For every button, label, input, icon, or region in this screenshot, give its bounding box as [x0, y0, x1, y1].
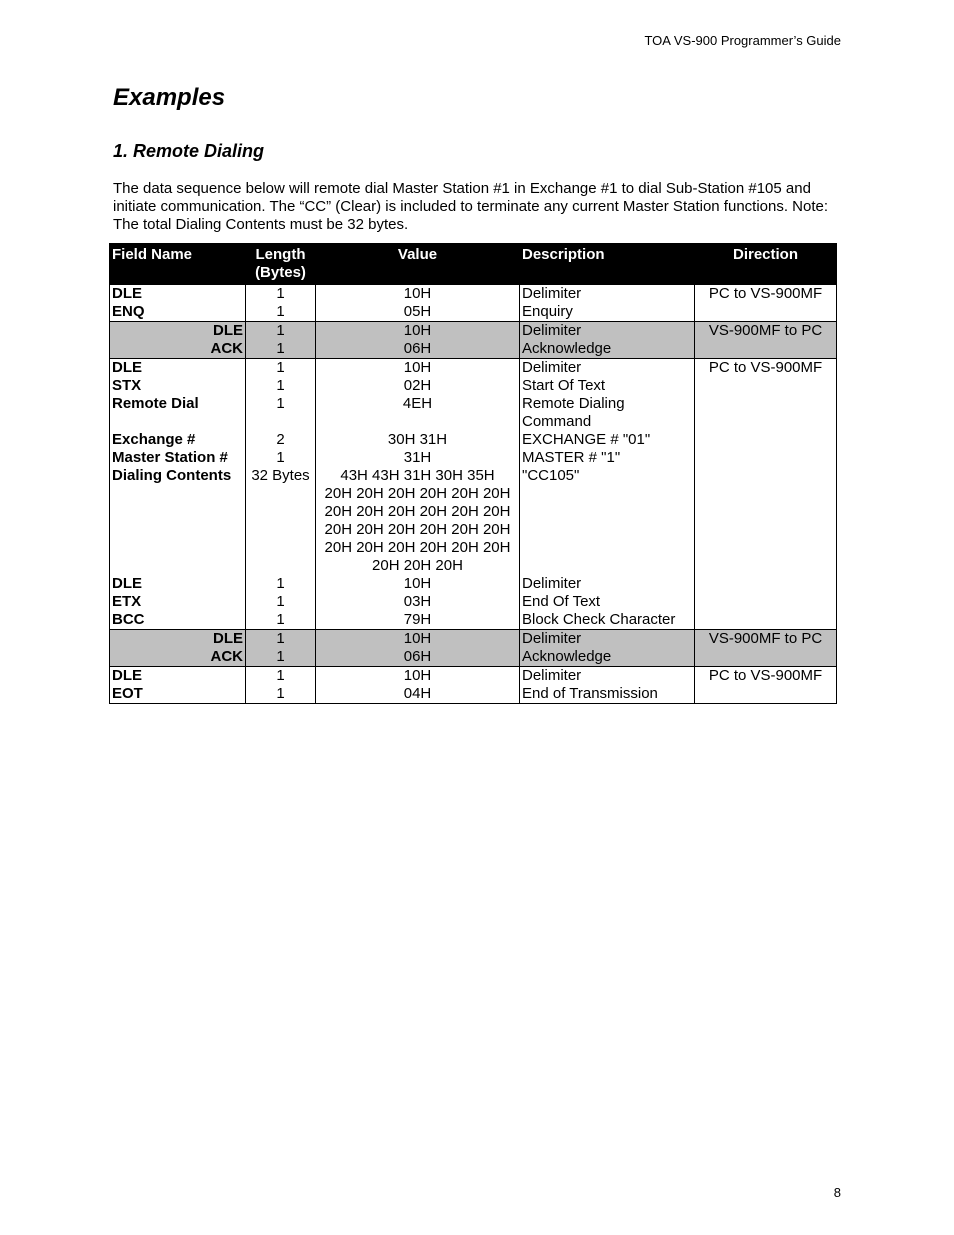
field-name-cell: STX: [110, 377, 246, 395]
table-row: [110, 359, 837, 378]
length-cell: 1: [246, 667, 316, 686]
page-number: 8: [833, 1185, 841, 1200]
description-cell: "CC105": [520, 467, 695, 575]
length-cell: 1: [246, 377, 316, 395]
length-cell: 1: [246, 611, 316, 630]
length-cell: 1: [246, 648, 316, 667]
length-cell: 1: [246, 630, 316, 649]
value-cell: 06H: [316, 648, 520, 667]
field-name-cell: ACK: [110, 340, 246, 359]
description-cell: Acknowledge: [520, 340, 695, 359]
column-header: Field Name: [110, 244, 246, 285]
column-header: Length (Bytes): [246, 244, 316, 285]
description-cell: Start Of Text: [520, 377, 695, 395]
running-header: TOA VS-900 Programmer’s Guide: [644, 33, 841, 48]
description-cell: Delimiter: [520, 359, 695, 378]
protocol-table: [109, 243, 837, 704]
length-cell: 1: [246, 685, 316, 704]
table-header-row: [110, 244, 837, 285]
length-cell: 1: [246, 593, 316, 611]
field-name-cell: ENQ: [110, 303, 246, 322]
value-cell: 10H: [316, 667, 520, 686]
direction-cell: VS-900MF to PC: [695, 322, 837, 359]
description-cell: Delimiter: [520, 630, 695, 649]
length-cell: 1: [246, 575, 316, 593]
description-cell: Delimiter: [520, 667, 695, 686]
table-body: [110, 285, 837, 704]
value-cell: 10H: [316, 285, 520, 304]
column-header: Description: [520, 244, 695, 285]
length-cell: 1: [246, 303, 316, 322]
description-cell: EXCHANGE # "01": [520, 431, 695, 449]
column-header: Direction: [695, 244, 837, 285]
value-cell: 02H: [316, 377, 520, 395]
field-name-cell: DLE: [110, 285, 246, 304]
value-cell: 43H 43H 31H 30H 35H 20H 20H 20H 20H 20H 20H 20H 20H 20H 20H 20H 20H 20H 20H 20H 20H 20H 20H 20H 20H 20H 20H 20H 20H 20H 20H 20H: [316, 467, 520, 575]
value-cell: 05H: [316, 303, 520, 322]
value-cell: 10H: [316, 359, 520, 378]
field-name-cell: DLE: [110, 575, 246, 593]
direction-cell: PC to VS-900MF: [695, 667, 837, 704]
direction-cell: PC to VS-900MF: [695, 359, 837, 630]
length-cell: 2: [246, 431, 316, 449]
field-name-cell: BCC: [110, 611, 246, 630]
length-cell: 1: [246, 322, 316, 341]
field-name-cell: Exchange #: [110, 431, 246, 449]
table-row: [110, 630, 837, 649]
table-row: [110, 285, 837, 304]
field-name-cell: ACK: [110, 648, 246, 667]
field-name-cell: ETX: [110, 593, 246, 611]
description-cell: Delimiter: [520, 322, 695, 341]
table-row: [110, 322, 837, 341]
value-cell: 10H: [316, 630, 520, 649]
direction-cell: VS-900MF to PC: [695, 630, 837, 667]
description-cell: Acknowledge: [520, 648, 695, 667]
value-cell: 10H: [316, 575, 520, 593]
column-header: Value: [316, 244, 520, 285]
table-row: [110, 667, 837, 686]
description-cell: MASTER # "1": [520, 449, 695, 467]
description-cell: Delimiter: [520, 575, 695, 593]
length-cell: 1: [246, 285, 316, 304]
direction-cell: PC to VS-900MF: [695, 285, 837, 322]
field-name-cell: Dialing Contents: [110, 467, 246, 575]
value-cell: 31H: [316, 449, 520, 467]
description-cell: Remote Dialing Command: [520, 395, 695, 431]
value-cell: 06H: [316, 340, 520, 359]
field-name-cell: DLE: [110, 359, 246, 378]
field-name-cell: Master Station #: [110, 449, 246, 467]
value-cell: 03H: [316, 593, 520, 611]
description-cell: Delimiter: [520, 285, 695, 304]
field-name-cell: DLE: [110, 630, 246, 649]
description-cell: End Of Text: [520, 593, 695, 611]
value-cell: 79H: [316, 611, 520, 630]
description-cell: Block Check Character: [520, 611, 695, 630]
value-cell: 30H 31H: [316, 431, 520, 449]
length-cell: 1: [246, 449, 316, 467]
value-cell: 4EH: [316, 395, 520, 431]
field-name-cell: DLE: [110, 667, 246, 686]
length-cell: 32 Bytes: [246, 467, 316, 575]
page-title: Examples: [113, 84, 226, 111]
intro-paragraph: The data sequence below will remote dial Master Station #1 in Exchange #1 to dial Sub-Station #105 and initiate communication. The “CC” (Clear) is included to terminate any current Master Station functions. Note: The total Dialing Contents must be 32 bytes.: [113, 180, 829, 233]
field-name-cell: EOT: [110, 685, 246, 704]
section-heading: 1. Remote Dialing: [113, 141, 265, 161]
field-name-cell: Remote Dial: [110, 395, 246, 431]
description-cell: Enquiry: [520, 303, 695, 322]
value-cell: 04H: [316, 685, 520, 704]
length-cell: 1: [246, 359, 316, 378]
value-cell: 10H: [316, 322, 520, 341]
field-name-cell: DLE: [110, 322, 246, 341]
description-cell: End of Transmission: [520, 685, 695, 704]
length-cell: 1: [246, 340, 316, 359]
length-cell: 1: [246, 395, 316, 431]
